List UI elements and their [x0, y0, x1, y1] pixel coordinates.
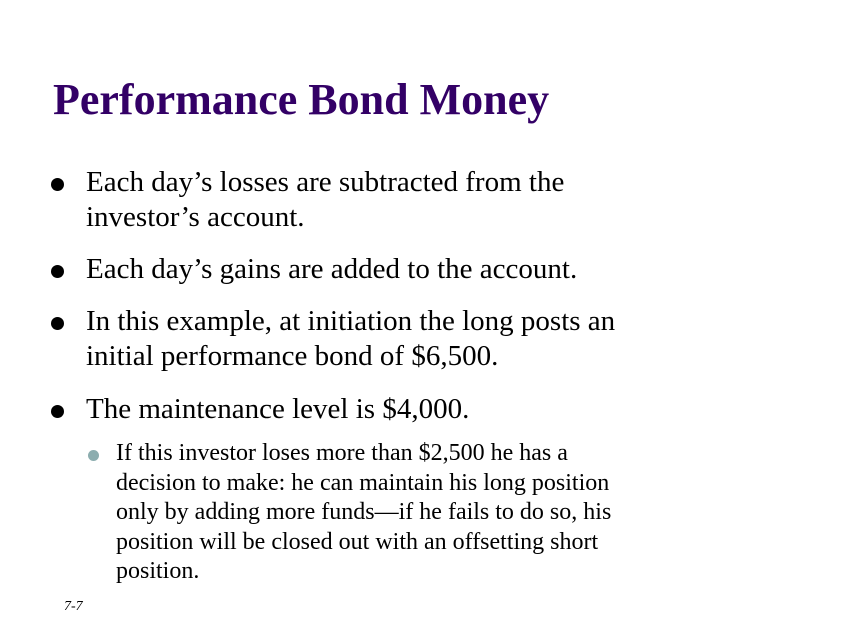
bullet-line: Each day’s gains are added to the account. [86, 253, 578, 285]
bullet-icon [51, 178, 64, 191]
bullet-text [86, 304, 786, 374]
sub-bullet-line: only by adding more funds—if he fails to do so, his [116, 499, 612, 525]
sub-bullet-text [116, 439, 776, 587]
sub-bullet-line: position will be closed out with an offsetting short [116, 528, 599, 555]
bullet-line: initial performance bond of $6,500. [86, 340, 499, 372]
bullet-line: investor’s account. [86, 201, 305, 233]
bullet-line: The maintenance level is $4,000. [86, 393, 470, 425]
sub-bullet-line: decision to make: he can maintain his long position [116, 469, 610, 496]
bullet-text [86, 165, 786, 235]
slide-title: Performance Bond Money [53, 75, 550, 124]
bullet-line: Each day’s losses are subtracted from the [86, 166, 565, 198]
sub-bullet-line: position. [116, 558, 200, 584]
bullet-line: In this example, at initiation the long posts an [86, 305, 616, 337]
sub-bullet-icon [88, 450, 99, 461]
bullet-icon [51, 265, 64, 278]
bullet-icon [51, 405, 64, 418]
bullet-text [86, 392, 786, 427]
slide-number: 7-7 [64, 599, 83, 614]
bullet-icon [51, 317, 64, 330]
sub-bullet-line: If this investor loses more than $2,500 he has a [116, 440, 568, 466]
bullet-text [86, 252, 786, 287]
